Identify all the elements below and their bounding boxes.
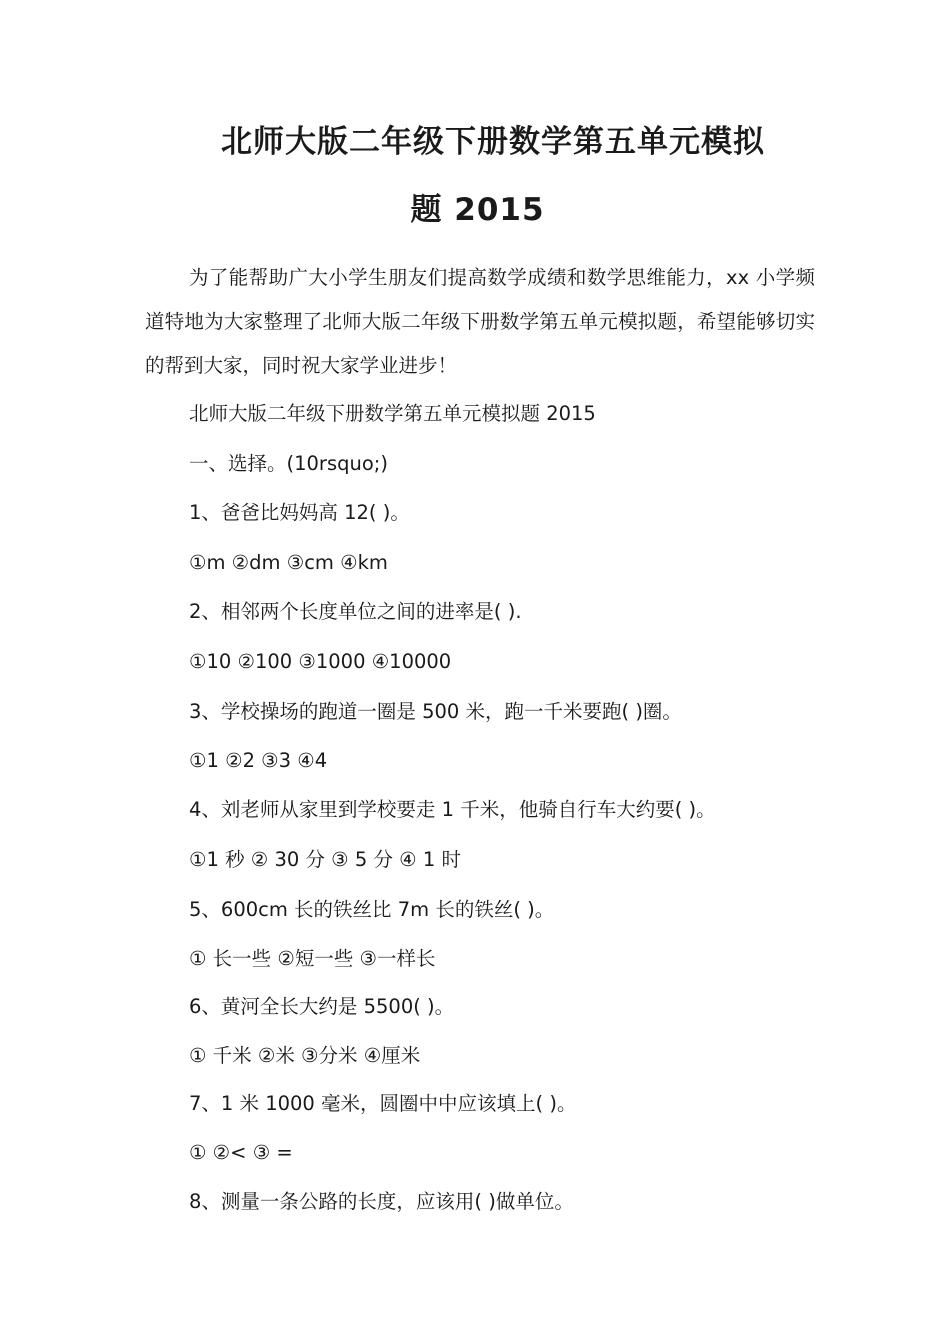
options-7: ① ②< ③ = [189, 1141, 293, 1164]
options-1: ①m ②dm ③cm ④km [189, 551, 388, 574]
intro-paragraph: 为了能帮助广大小学生朋友们提高数学成绩和数学思维能力，xx 小学频道特地为大家整理了北师大版二年级下册数学第五单元模拟题，希望能够切实的帮到大家，同时祝大家学业进步！ [145, 266, 815, 377]
document-title-line-1: 北师大版二年级下册数学第五单元模拟 [221, 124, 765, 160]
question-7: 7、1 米 1000 毫米，圆圈中中应该填上( )。 [189, 1092, 577, 1115]
document-title-line-2: 题 2015 [410, 192, 545, 228]
question-1: 1、爸爸比妈妈高 12( )。 [189, 501, 410, 524]
options-4: ①1 秒 ② 30 分 ③ 5 分 ④ 1 时 [189, 848, 461, 871]
question-5: 5、600cm 长的铁丝比 7m 长的铁丝( )。 [189, 898, 555, 921]
question-3: 3、学校操场的跑道一圈是 500 米，跑一千米要跑( )圈。 [189, 700, 682, 723]
question-2: 2、相邻两个长度单位之间的进率是( ). [189, 600, 522, 623]
options-2: ①10 ②100 ③1000 ④10000 [189, 650, 452, 673]
options-5: ① 长一些 ②短一些 ③一样长 [189, 947, 436, 970]
section-heading: 一、选择。(10rsquo;) [189, 452, 388, 475]
question-4: 4、刘老师从家里到学校要走 1 千米，他骑自行车大约要( )。 [189, 798, 716, 821]
options-6: ① 千米 ②米 ③分米 ④厘米 [189, 1044, 421, 1067]
question-6: 6、黄河全长大约是 5500( )。 [189, 995, 455, 1018]
options-3: ①1 ②2 ③3 ④4 [189, 749, 328, 772]
question-8: 8、测量一条公路的长度，应该用( )做单位。 [189, 1190, 574, 1213]
subtitle-line: 北师大版二年级下册数学第五单元模拟题 2015 [189, 402, 596, 425]
